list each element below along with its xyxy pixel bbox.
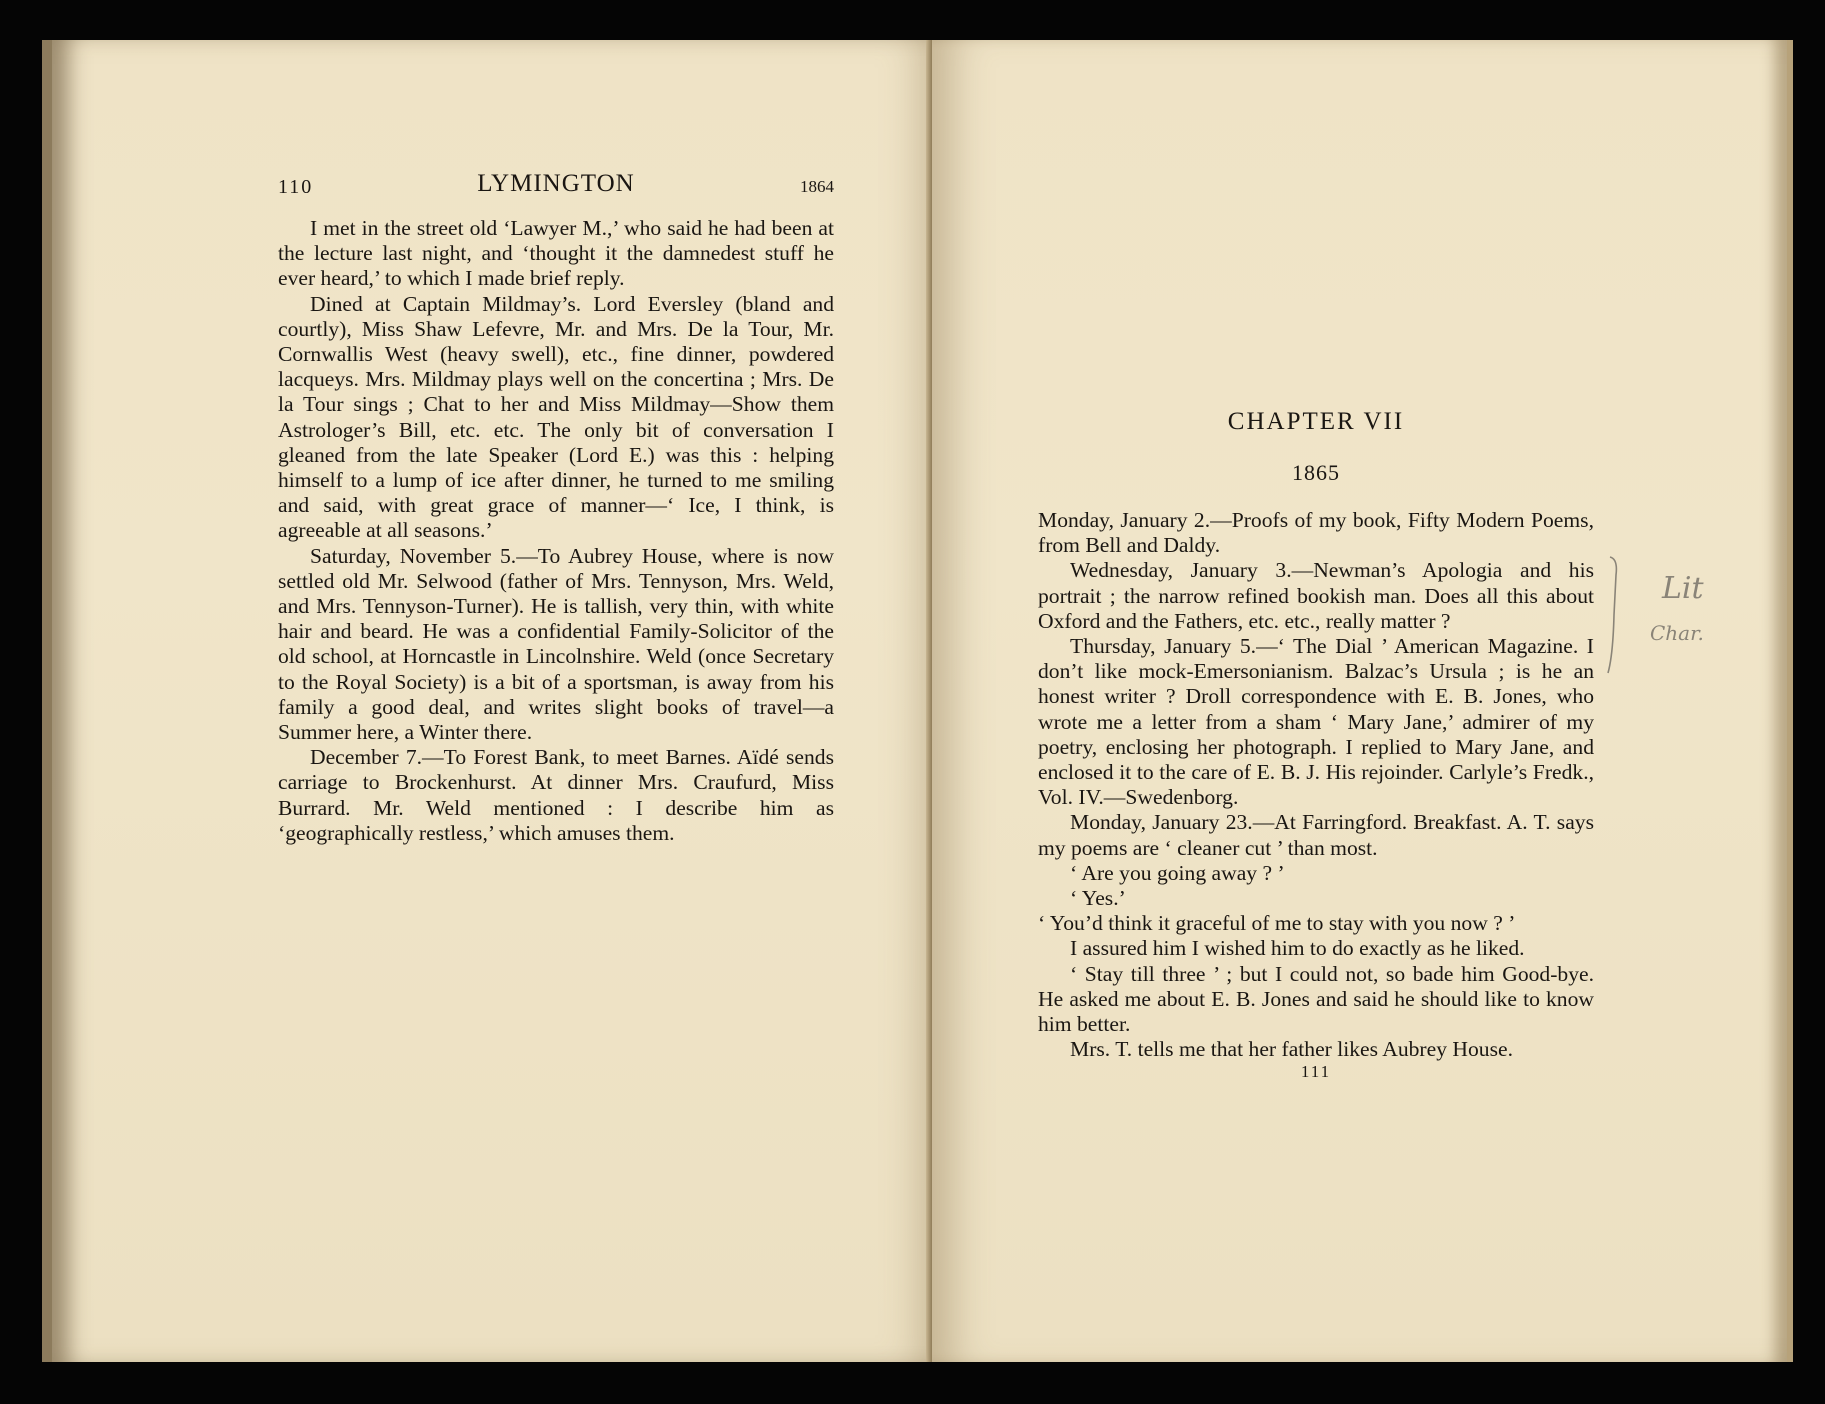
paragraph: December 7.—To Forest Bank, to meet Barnes. Aïdé sends carriage to Brockenhurst. At dinner Mrs. Craufurd, Miss Burrard. Mr. Weld mentioned : I describe him as ‘geographically restless,’ which amuses them.	[278, 745, 834, 845]
paragraph: ‘ Stay till three ’ ; but I could not, so bade him Good-bye. He asked me about E. B. Jones and said he should like to know him better.	[1038, 961, 1594, 1037]
paragraph: I met in the street old ‘Lawyer M.,’ who said he had been at the lecture last night, and ‘thought it the damnedest stuff he ever heard,’ to which I made brief reply.	[278, 216, 834, 291]
chapter-title: CHAPTER VII	[1227, 408, 1405, 435]
paragraph: ‘ Yes.’	[1070, 886, 1126, 911]
paragraph: ‘ You’d think it graceful of me to stay with you now ? ’	[1038, 911, 1516, 936]
left-page	[42, 40, 942, 1362]
paragraph: Saturday, November 5.—To Aubrey House, where is now settled old Mr. Selwood (father of Mrs. Tennyson, Mrs. Weld, and Mrs. Tennyson-Turner). He is tallish, very thin, with white hair and beard. He was a confidential Family-Solicitor of the old school, at Horncastle in Lincolnshire. Weld (once Secretary to the Royal Society) is a bit of a sportsman, is away from his family a good deal, and writes slight books of travel—a Summer here, a Winter there.	[278, 543, 834, 745]
right-page	[932, 40, 1793, 1362]
handwritten-margin-note	[1642, 558, 1752, 658]
margin-note-line-1: Lit	[1662, 571, 1704, 606]
paragraph: Mrs. T. tells me that her father likes Aubrey House.	[1070, 1037, 1513, 1062]
pencil-bracket	[1606, 555, 1626, 675]
right-body-text	[1038, 508, 1594, 1062]
page-number-left: 110	[278, 176, 314, 198]
page-number-right: 111	[1300, 1062, 1332, 1081]
paragraph: I assured him I wished him to do exactly as he liked.	[1070, 936, 1525, 961]
left-body-text	[278, 216, 834, 846]
paragraph: Monday, January 2.—Proofs of my book, Fifty Modern Poems, from Bell and Daldy.	[1038, 508, 1594, 558]
paragraph: ‘ Are you going away ? ’	[1070, 860, 1285, 885]
running-year: 1864	[800, 177, 834, 196]
margin-note-line-2: Char.	[1650, 621, 1704, 645]
running-title: LYMINGTON	[477, 170, 635, 197]
open-book	[42, 40, 1787, 1362]
paragraph: Dined at Captain Mildmay’s. Lord Eversley (bland and courtly), Miss Shaw Lefevre, Mr. and Mrs. De la Tour, Mr. Cornwallis West (heavy swell), etc., fine dinner, powdered lacqueys. Mrs. Mildmay plays well on the concertina ; Mrs. De la Tour sings ; Chat to her and Miss Mildmay—Show them Astrologer’s Bill, etc. etc. The only bit of conversation I gleaned from the late Speaker (Lord E.) was this : helping himself to a lump of ice after dinner, he turned to me smiling and said, with great grace of manner—‘ Ice, I think, is agreeable at all seasons.’	[278, 291, 834, 543]
paragraph: Thursday, January 5.—‘ The Dial ’ American Magazine. I don’t like mock-Emersonianism. Balzac’s Ursula ; is he an honest writer ? Droll correspondence with E. B. Jones, who wrote me a letter from a sham ‘ Mary Jane,’ admirer of my poetry, enclosing her photograph. I replied to Mary Jane, and enclosed it to the care of E. B. J. His rejoinder. Carlyle’s Fredk., Vol. IV.—Swedenborg.	[1038, 634, 1594, 810]
paragraph: Wednesday, January 3.—Newman’s Apologia and his portrait ; the narrow refined bookish man. Does all this about Oxford and the Fathers, etc. etc., really matter ?	[1038, 558, 1594, 633]
chapter-year: 1865	[1292, 460, 1340, 485]
paragraph: Monday, January 23.—At Farringford. Breakfast. A. T. says my poems are ‘ cleaner cut ’ than most.	[1038, 810, 1594, 860]
running-head-left	[278, 170, 834, 200]
